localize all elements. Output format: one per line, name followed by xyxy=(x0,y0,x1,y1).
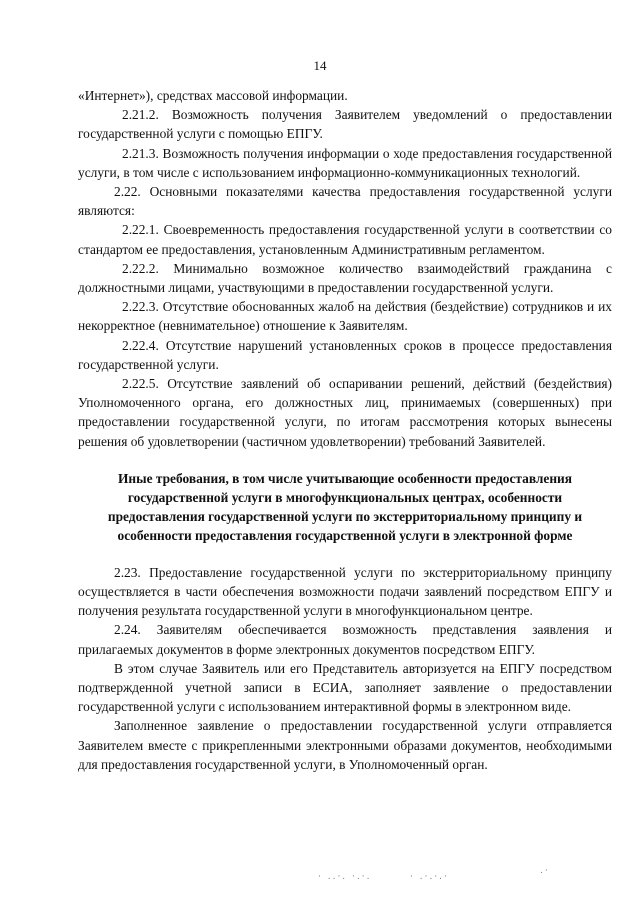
paragraph-2-22-4: 2.22.4. Отсутствие нарушений установленных сроков в процессе предоставления государственной услуги. xyxy=(78,337,612,372)
paragraph-2-22-3: 2.22.3. Отсутствие обоснованных жалоб на действия (бездействие) сотрудников и их некорректное (невнимательное) отношение к Заявителям. xyxy=(78,299,612,334)
page-number: 14 xyxy=(313,58,327,73)
paragraph-2-22-5: 2.22.5. Отсутствие заявлений об оспаривании решений, действий (бездействия) Уполномоченного органа, его должностных лиц, принимаемых (совершенных) при предоставлении государственной услуги, по итогам рассмотрения которых вынесены решения об удовлетворении (частичном удовлетворении) требований Заявителей. xyxy=(78,376,612,449)
paragraph-2-24: 2.24. Заявителям обеспечивается возможность представления заявления и прилагаемых документов в форме электронных документов посредством ЕПГУ. xyxy=(78,622,612,657)
paragraph-internet-continuation: «Интернет»), средствах массовой информации. xyxy=(78,88,348,103)
paragraph-2-22-2: 2.22.2. Минимально возможное количество взаимодействий гражданина с должностными лицами, участвующими в предоставлении государственной услуги. xyxy=(78,260,612,296)
paragraph-2-21-2: 2.21.2. Возможность получения Заявителем уведомлений о предоставлении государственной услуги с помощью ЕПГУ. xyxy=(78,107,612,142)
paragraph-2-22-1: 2.22.1. Своевременность предоставления государственной услуги в соответствии со стандартом ее предоставления, установленным Административным регламентом. xyxy=(78,222,612,257)
scan-noise-mark: · ..·. ·.·. xyxy=(318,872,372,882)
document-body xyxy=(78,86,612,774)
section-heading: Иные требования, в том числе учитывающие особенности предоставления государственной услуги в многофункциональных центрах, особенности предоставления государственной услуги по экстерриториальному принципу и особенности предоставления государственной услуги в электронной форме xyxy=(107,470,583,543)
paragraph-2-21-3: 2.21.3. Возможность получения информации о ходе предоставления государственной услуги, в том числе с использованием информационно-коммуникационных технологий. xyxy=(78,145,612,180)
paragraph-2-23: 2.23. Предоставление государственной услуги по экстерриториальному принципу осуществляется в части обеспечения возможности подачи заявлений посредством ЕПГУ и получения результата государственной услуги в многофункциональном центре. xyxy=(78,564,612,619)
paragraph-filled-application: Заполненное заявление о предоставлении государственной услуги отправляется Заявителем вместе с прикрепленными электронными образами документов, необходимыми для предоставления государственной услуги, в Уполномоченный орган. xyxy=(78,718,612,772)
paragraph-2-22: 2.22. Основными показателями качества предоставления государственной услуги являются: xyxy=(78,184,612,219)
scan-noise-mark: .· xyxy=(540,866,550,876)
scan-noise-mark: · .·.·.· xyxy=(410,872,449,882)
paragraph-authorization: В этом случае Заявитель или его Представитель авторизуется на ЕПГУ посредством подтвержденной учетной записи в ЕСИА, заполняет заявление о предоставлении государственной услуги с использованием интерактивной формы в электронном виде. xyxy=(78,660,612,715)
